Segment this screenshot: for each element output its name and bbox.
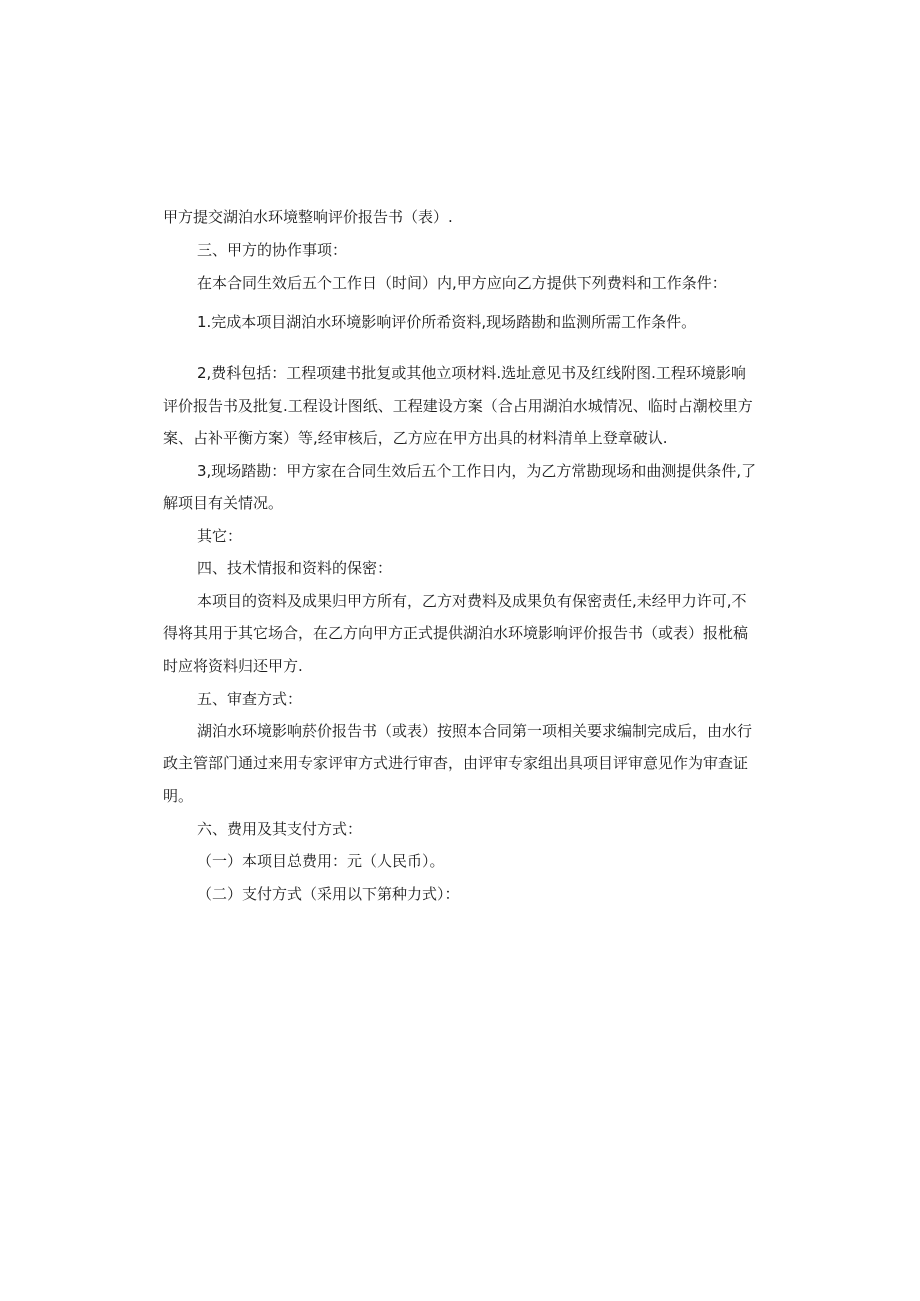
text-line: （二）支付方式（采用以下第种力式）： [197, 885, 460, 903]
text-line: 案、占补平衡方案）等,经审核后，乙方应在甲方出具的材料清单上登章破认. [163, 429, 668, 447]
text-line: 本项目的资料及成果归甲方所有，乙方对费料及成果负有保密责任,未经甲力许可,不 [197, 592, 747, 610]
text-line: 3,现场踏勘：甲方家在合同生效后五个工作日内，为乙方常勘现场和曲测提供条件,了 [197, 462, 757, 480]
text-line: 在本合同生效后五个工作日（时间）内,甲方应向乙方提供下列费料和工作条件： [197, 274, 727, 292]
text-line: 得将其用于其它场合，在乙方向甲方正式提供湖泊水环境影响评价报告书（或表）报枇稿 [163, 624, 749, 642]
text-line: 时应将资料归还甲方. [163, 657, 303, 675]
text-line: 政主管部门通过来用专家评审方式进行审杳，由评审专家组出具项目评审意见作为审查证 [163, 754, 749, 772]
text-line: （一）本项目总费用：元（人民币）。 [197, 852, 445, 870]
text-line: 评价报告书及批复.工程设计图纸、工程建设方案（合占用湖泊水城情况、临时占潮校里方 [163, 397, 753, 415]
text-line: 甲方提交湖泊水环境整响评价报告书（表）. [163, 208, 453, 226]
section-heading: 三、甲方的协作事项： [197, 241, 348, 259]
section-heading: 五、审查方式： [197, 690, 303, 708]
text-line: 2,费科包括：工程项建书批复或其他立项材料.选址意见书及红线附图.工程环境影响 [197, 364, 746, 382]
text-line: 其它： [197, 527, 243, 545]
text-line: 明。 [163, 787, 194, 805]
text-line: 1.完成本项目湖泊水环境影响评价所希资料,现场踏勘和监测所需工作条件。 [197, 313, 697, 331]
text-line: 解项目有关情况。 [163, 494, 284, 512]
text-line: 湖泊水环境影响菸价报告书（或表）按照本合同第一项相关要求编制完成后，由水行 [197, 722, 753, 740]
section-heading: 六、费用及其支付方式： [197, 820, 363, 838]
section-heading: 四、技术情报和资料的保密： [197, 559, 393, 577]
